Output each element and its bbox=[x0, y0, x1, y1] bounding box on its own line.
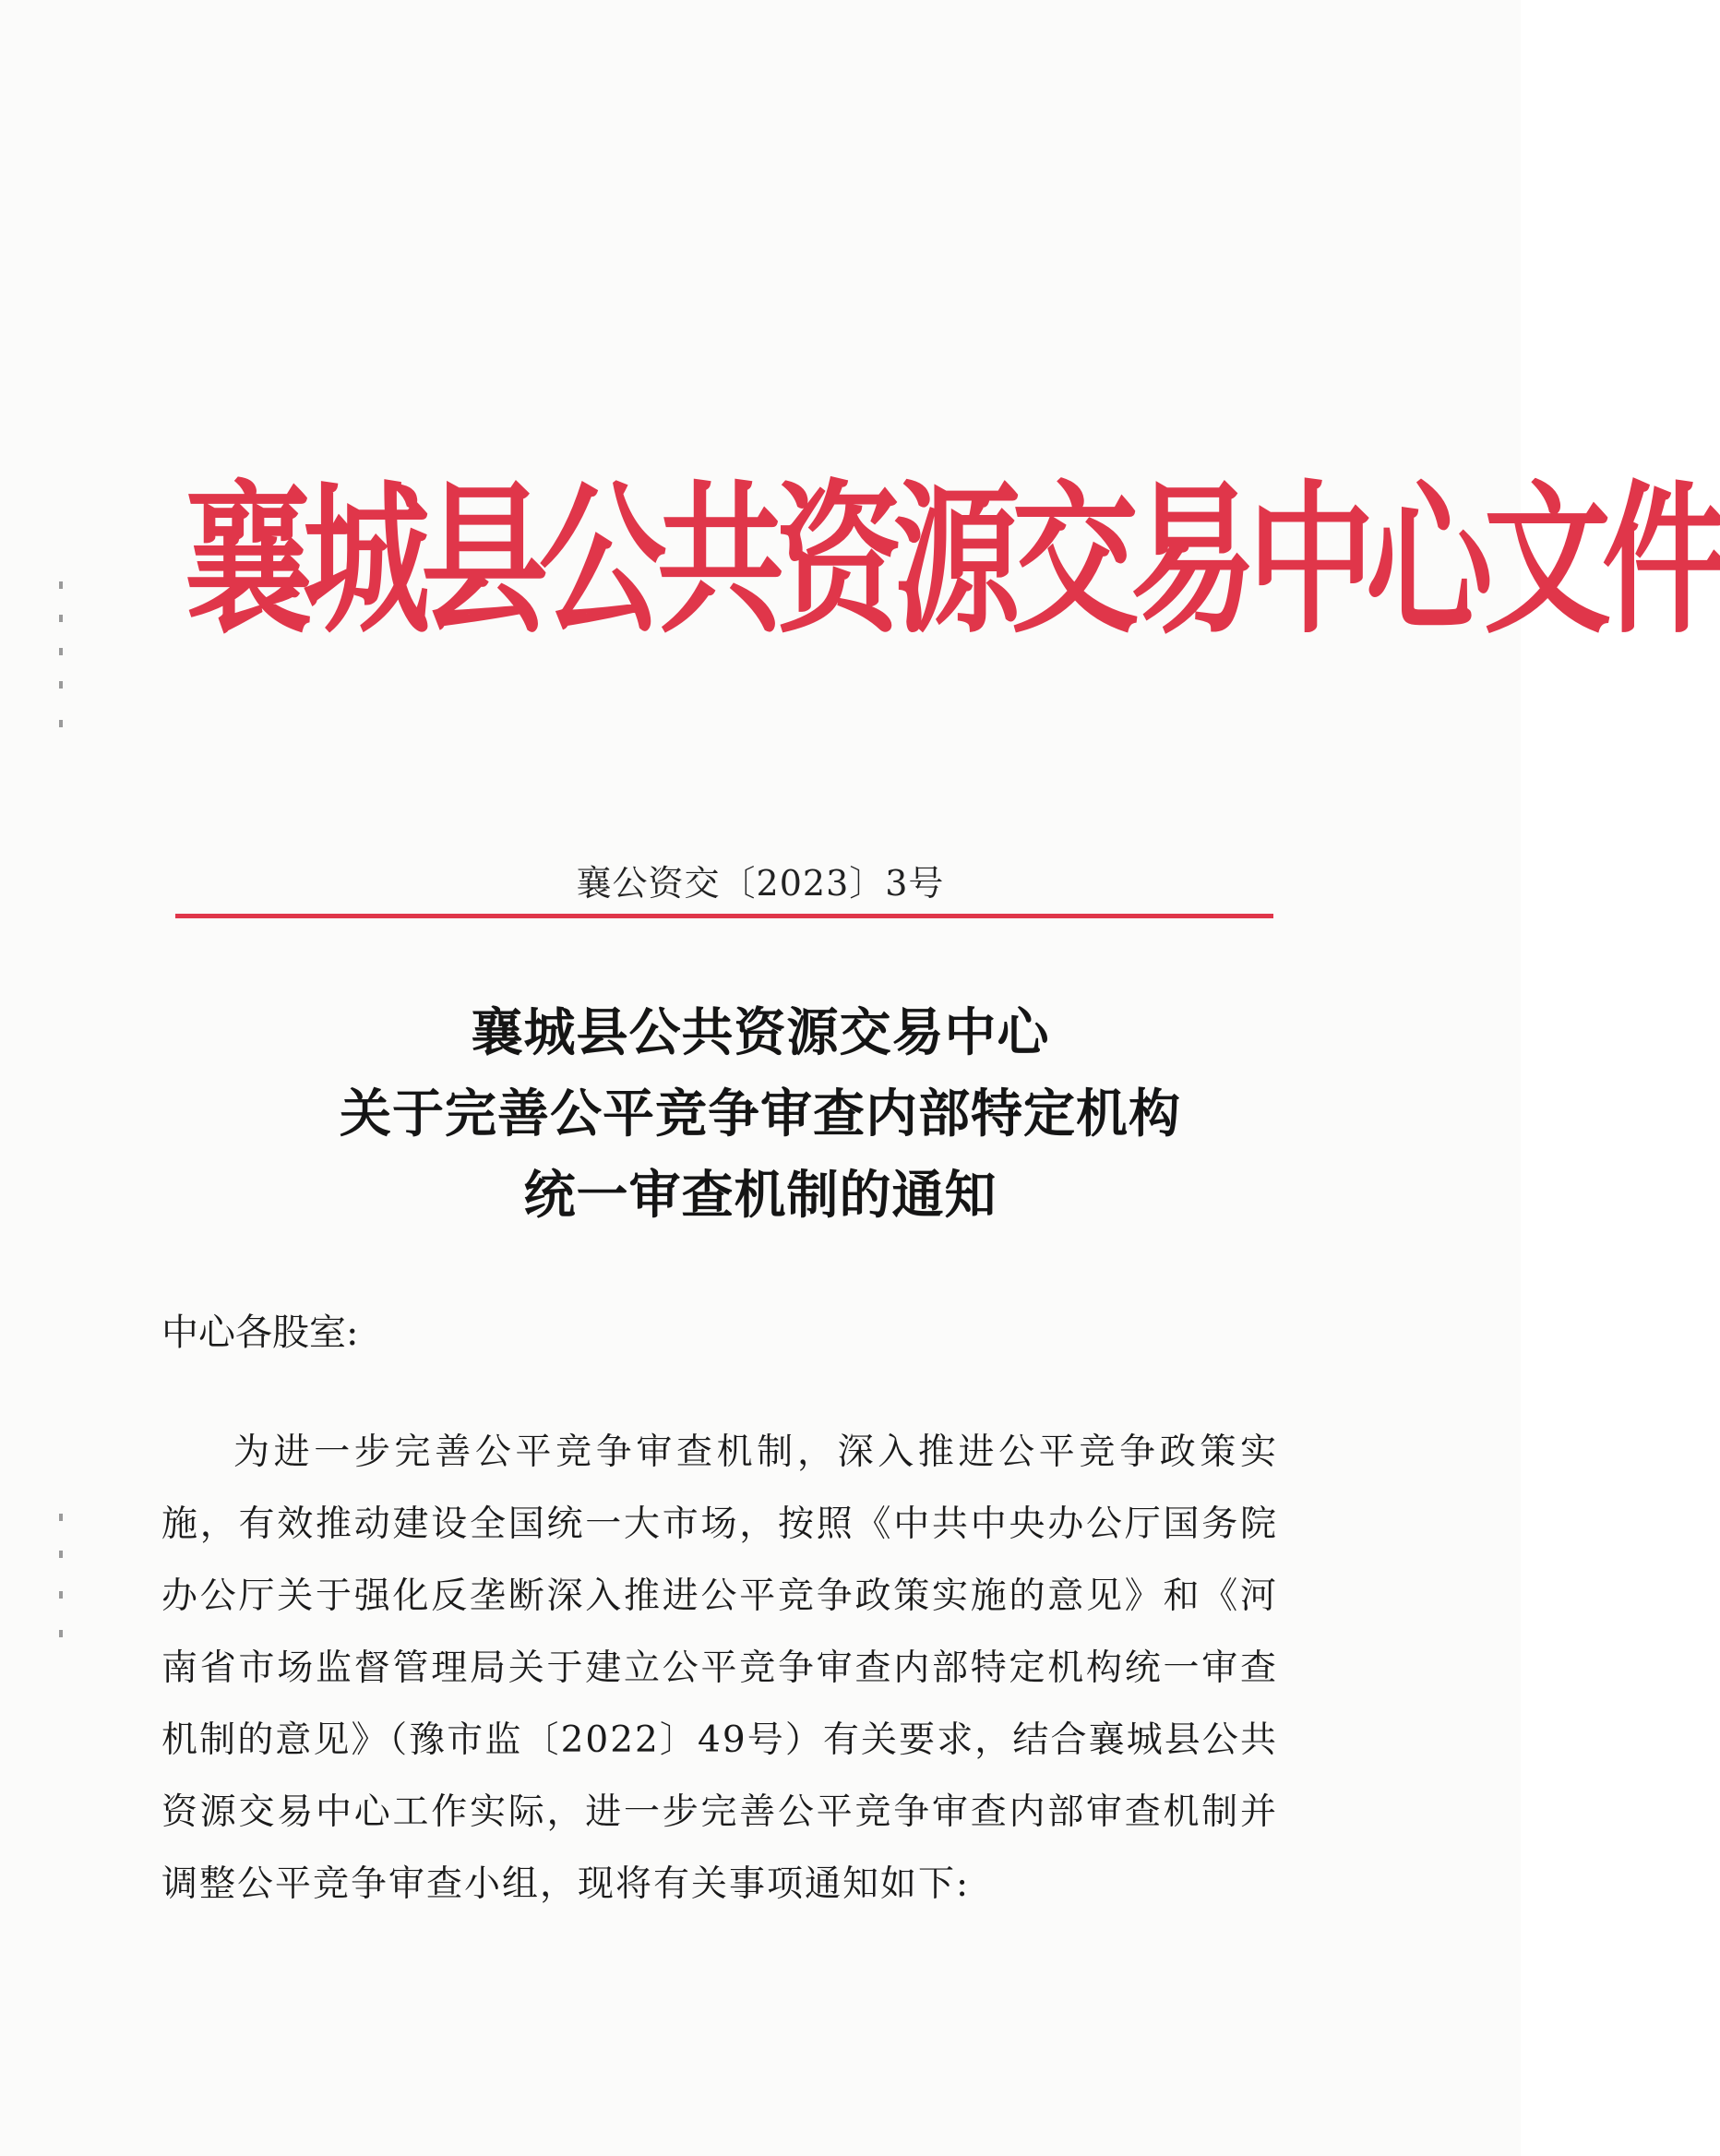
document-number: 襄公资交〔2023〕3号 bbox=[576, 863, 945, 904]
salutation: 中心各股室: bbox=[161, 1312, 359, 1354]
notice-title-line-2: 关于完善公平竞争审查内部特定机构 bbox=[340, 1084, 1181, 1144]
notice-title-line-3: 统一审查机制的通知 bbox=[523, 1165, 997, 1226]
notice-title-line-1: 襄城县公共资源交易中心 bbox=[471, 1002, 1050, 1063]
binding-marks-lower bbox=[59, 1514, 74, 1643]
body-paragraph: 为进一步完善公平竞争审查机制，深入推进公平竞争政策实施，有效推动建设全国统一大市场，按照《中共中央办公厅国务院办公厅关于强化反垄断深入推进公平竞争政策实施的意见》和《河南省市场监督管理局关于建立公平竞争审查内部特定机构统一审查机制的意见》（豫市监〔2022〕49号）有关要求，结合襄城县公共资源交易中心工作实际，进一步完善公平竞争审查内部审查机制并调整公平竞争审查小组，现将有关事项通知如下: bbox=[161, 1431, 1278, 1905]
red-separator-line bbox=[175, 914, 1273, 918]
binding-marks bbox=[59, 581, 74, 738]
document-header-title: 襄城县公共资源交易中心文件 bbox=[185, 465, 1720, 656]
notice-title bbox=[0, 992, 1521, 1236]
